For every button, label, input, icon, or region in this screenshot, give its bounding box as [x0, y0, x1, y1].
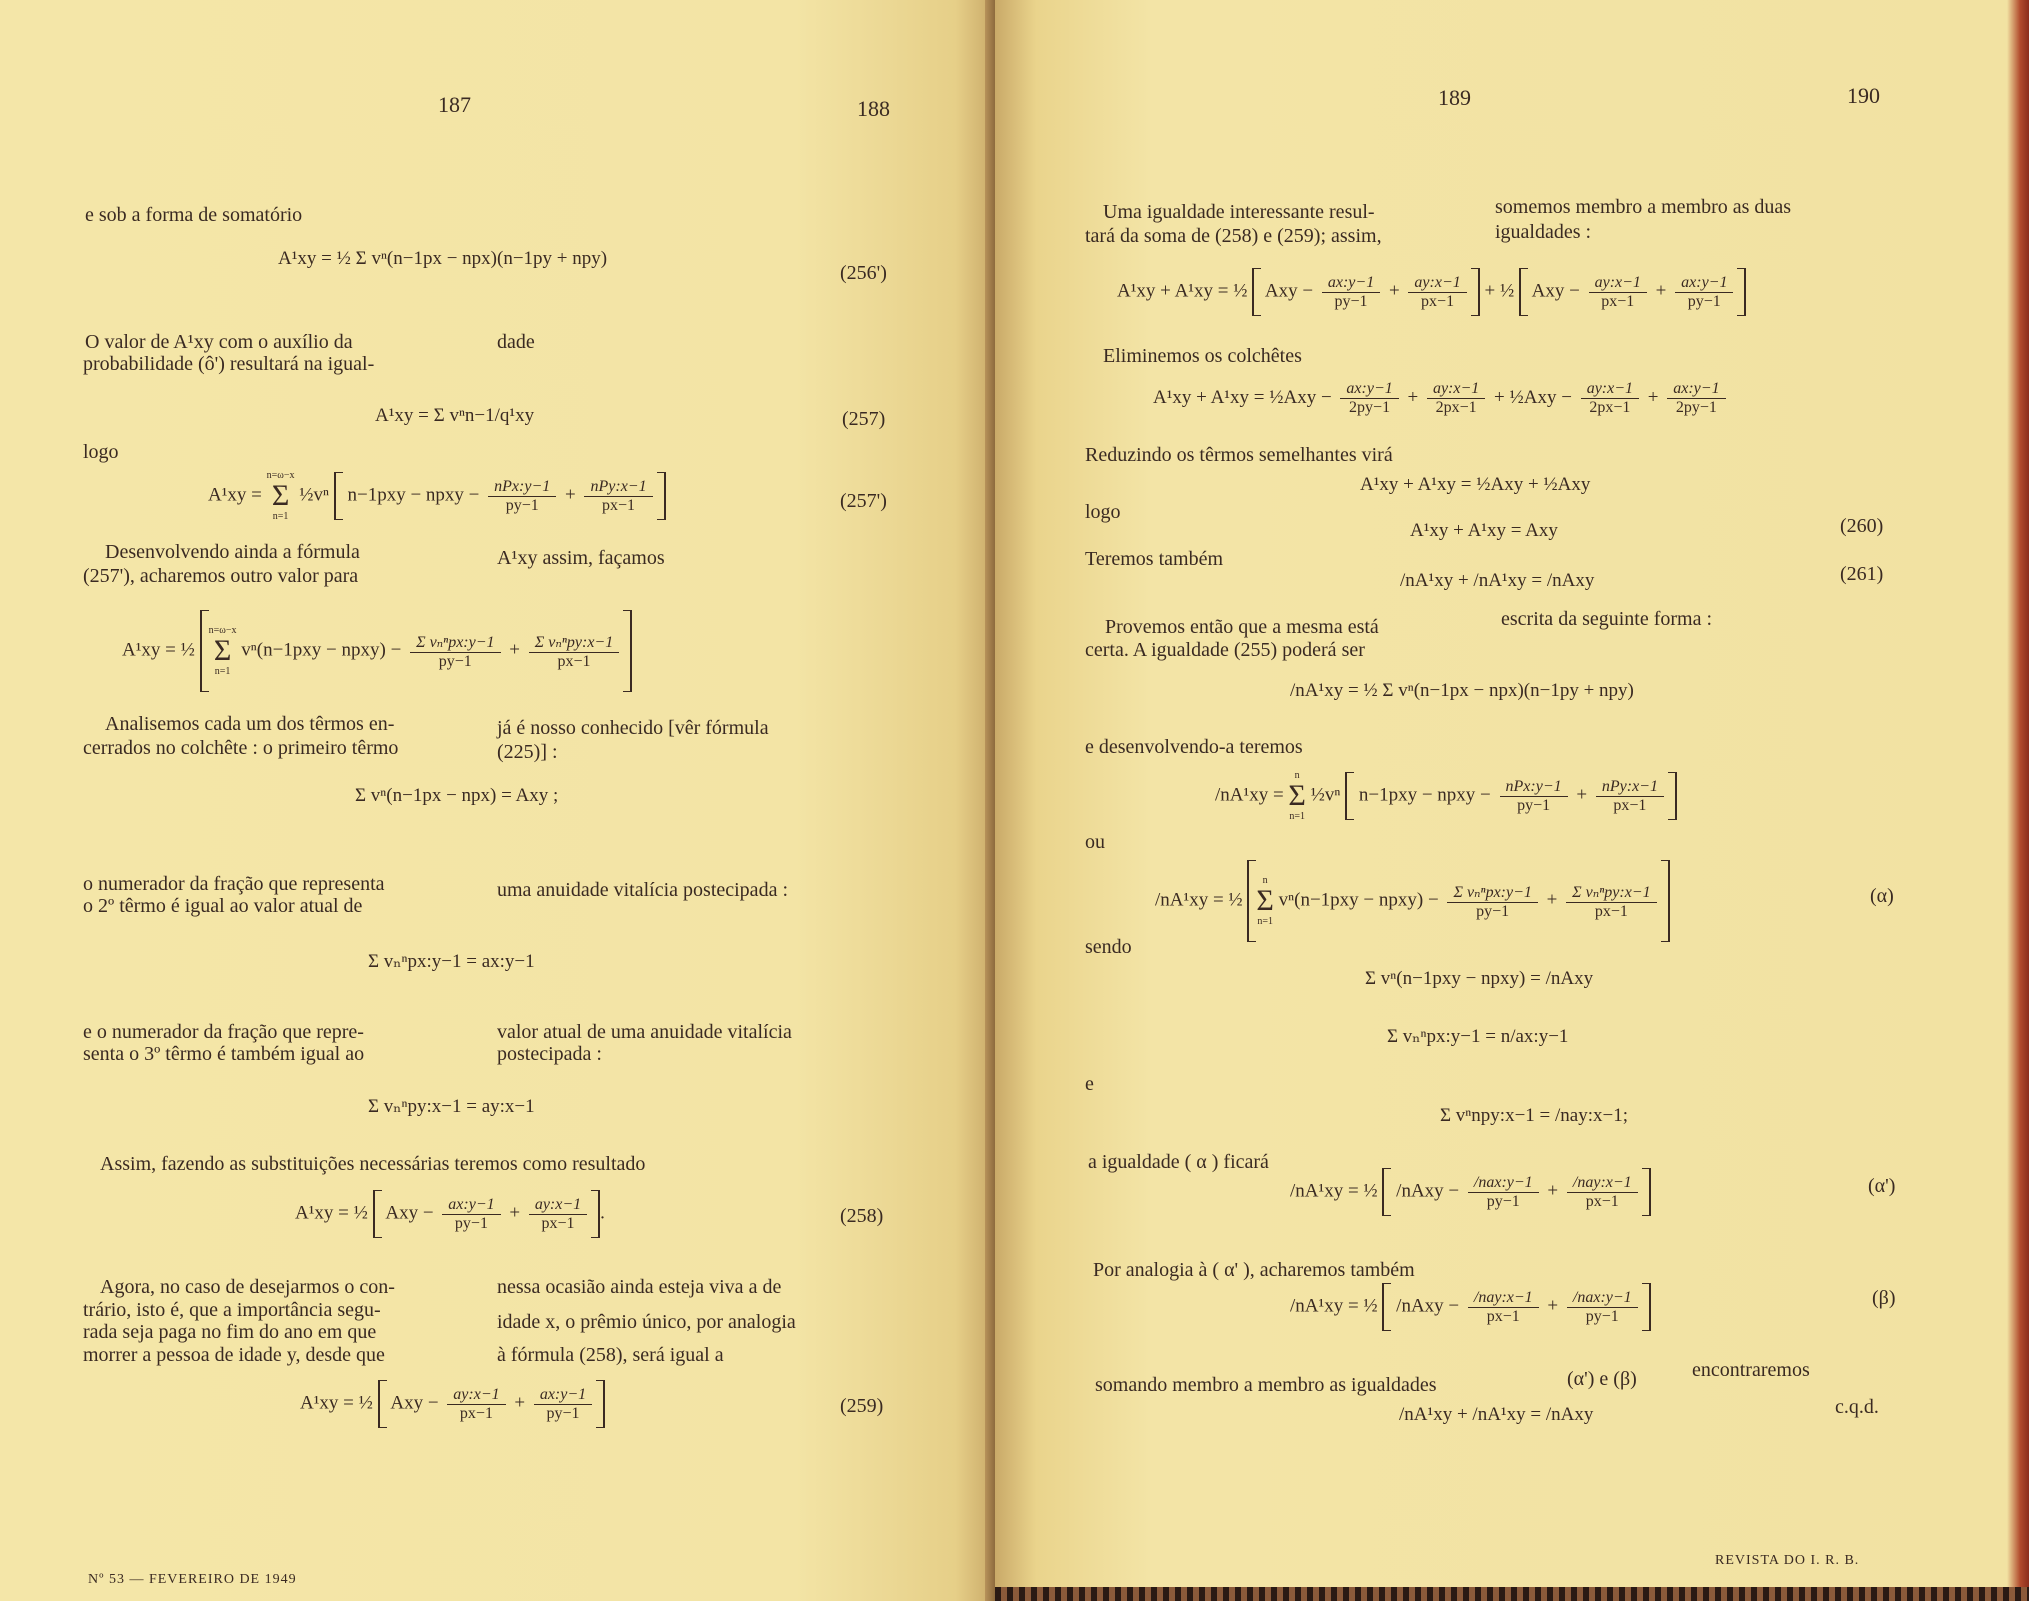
- equation-260: A¹xy + A¹xy = Axy: [1410, 520, 1558, 541]
- paragraph: c.q.d.: [1835, 1396, 1879, 1418]
- paragraph: Provemos então que a mesma está: [1105, 616, 1379, 638]
- page-number: 190: [1847, 83, 1880, 108]
- equation-s3: Σ vⁿnpy:x−1 = /nay:x−1;: [1440, 1105, 1628, 1126]
- equation-reduced: A¹xy + A¹xy = ½Axy + ½Axy: [1360, 474, 1591, 495]
- paragraph: o 2º têrmo é igual ao valor atual de: [83, 895, 363, 917]
- equation-beta: /nA¹xy = ½ /nAxy − $\frac{\text{/nay:x−1}}{px-1}$ + $\frac{\text{/nax:y−1}}{py-1}$: [1290, 1283, 1651, 1331]
- equation-developed: /nA¹xy = n Σ n=1 ½vⁿ n−1pxy − npxy − $\frac{\text{nPx:y−1}}{py-1}$ + $\frac{\text{nPy:x−1}}{px-1}$: [1215, 770, 1677, 822]
- paragraph: tará da soma de (258) e (259); assim,: [1085, 225, 1382, 247]
- equation-ayx1: Σ vₙⁿpy:x−1 = ay:x−1: [368, 1096, 535, 1117]
- paragraph: o numerador da fração que representa: [83, 873, 385, 895]
- paragraph: (225)] :: [497, 741, 558, 763]
- paragraph: postecipada :: [497, 1043, 602, 1065]
- equation-expanded: A¹xy = ½ n=ω−x Σ n=1 vⁿ(n−1pxy − npxy) − $\frac{\text{Σ vₙⁿpx:y−1}}{py-1}$ + $\frac{\text{Σ vₙⁿpy:x−1}}{px-1}$: [122, 610, 632, 692]
- paragraph: já é nosso conhecido [vêr fórmula: [497, 717, 769, 739]
- paragraph: trário, isto é, que a importância segu-: [83, 1299, 381, 1321]
- paragraph: à fórmula (258), será igual a: [497, 1344, 724, 1366]
- equation-tag: (259): [840, 1395, 884, 1417]
- equation-258: A¹xy = ½ Axy − $\frac{ax:y-1}{py-1}$ + $\frac{ay:x-1}{px-1}$ .: [295, 1190, 605, 1238]
- equation-tag: (256'): [840, 262, 887, 284]
- paragraph: Teremos também: [1085, 548, 1223, 570]
- paragraph: senta o 3º têrmo é também igual ao: [83, 1043, 365, 1065]
- equation-257p: A¹xy = n=ω−x Σ n=1 ½vⁿ n−1pxy − npxy − $\frac{\text{nPx:y−1}}{py-1}$ + $\frac{\text{nPy:x−1}}{px-1}$: [208, 470, 666, 522]
- book-edge: [995, 1587, 2029, 1601]
- paragraph: Assim, fazendo as substituições necessárias teremos como resultado: [100, 1153, 646, 1175]
- left-page: [0, 0, 995, 1601]
- paragraph: Eliminemos os colchêtes: [1103, 345, 1302, 367]
- equation-tag: (257): [842, 408, 886, 430]
- paragraph: Por analogia à ( α' ), acharemos também: [1093, 1259, 1415, 1281]
- paragraph: sendo: [1085, 936, 1132, 958]
- paragraph: dade: [497, 331, 535, 353]
- paragraph: uma anuidade vitalícia postecipada :: [497, 879, 788, 901]
- paragraph: nessa ocasião ainda esteja viva a de: [497, 1276, 782, 1298]
- page-number: 187: [438, 92, 471, 117]
- equation-tag: (260): [1840, 515, 1884, 537]
- paragraph: escrita da seguinte forma :: [1501, 608, 1713, 630]
- equation-225: Σ vⁿ(n−1px − npx) = Axy ;: [355, 785, 559, 806]
- paragraph: Agora, no caso de desejarmos o con-: [100, 1276, 395, 1298]
- paragraph: encontraremos: [1692, 1359, 1810, 1381]
- paragraph: e: [1085, 1073, 1094, 1095]
- equation-tag: (α): [1870, 885, 1894, 907]
- paragraph: cerrados no colchête : o primeiro têrmo: [83, 737, 399, 759]
- paragraph: Desenvolvendo ainda a fórmula: [105, 541, 360, 563]
- paragraph: (257'), acharemos outro valor para: [83, 565, 359, 587]
- equation-tag: (β): [1872, 1287, 1896, 1309]
- paragraph: logo: [83, 441, 119, 463]
- equation-256: A¹xy = ½ Σ vⁿ(n−1px − npx)(n−1py + npy): [278, 248, 608, 269]
- equation-tag: (258): [840, 1205, 884, 1227]
- paragraph: e sob a forma de somatório: [85, 204, 303, 226]
- paragraph: a igualdade ( α ) ficará: [1088, 1151, 1269, 1173]
- right-page: [995, 0, 2029, 1601]
- paragraph: e o numerador da fração que repre-: [83, 1021, 364, 1043]
- paragraph: (α') e (β): [1567, 1368, 1637, 1390]
- equation-alpha: /nA¹xy = ½ n Σ n=1 vⁿ(n−1pxy − npxy) − $\frac{\text{Σ vₙⁿpx:y−1}}{py-1}$ + $\frac{\text{Σ vₙⁿpy:x−1}}{px-1}$: [1155, 860, 1670, 942]
- equation-257: A¹xy = Σ vⁿn−1/q¹xy: [375, 405, 535, 426]
- equation-259: A¹xy = ½ Axy − $\frac{ay:x-1}{px-1}$ + $\frac{ax:y-1}{py-1}$: [300, 1380, 605, 1428]
- page-number: 188: [857, 96, 890, 121]
- paragraph: Analisemos cada um dos têrmos en-: [105, 713, 395, 735]
- page-edge: [2007, 0, 2029, 1601]
- equation-261: /nA¹xy + /nA¹xy = /nAxy: [1400, 570, 1595, 591]
- equation-no-brackets: A¹xy + A¹xy = ½Axy − $\frac{ax:y-1}{2py-1}$ + $\frac{ay:x-1}{2px-1}$ + ½Axy − $\frac{ay:x-1}{2px-1}$ + $\frac{ax:y-1}{2py-1}$: [1153, 380, 1730, 417]
- equation-sum: A¹xy + A¹xy = ½ Axy − $\frac{ax:y-1}{py-1}$ + $\frac{ay:x-1}{px-1}$ + ½ Axy − $\frac{ay:x-1}{px-1}$ + $\frac{ax:y-1}{py-1}$: [1117, 268, 1746, 316]
- footer: REVISTA DO I. R. B.: [1715, 1553, 1860, 1568]
- paragraph: Uma igualdade interessante resul-: [1103, 201, 1375, 223]
- paragraph: certa. A igualdade (255) poderá ser: [1085, 639, 1365, 661]
- paragraph: igualdades :: [1495, 221, 1592, 243]
- paragraph: valor atual de uma anuidade vitalícia: [497, 1021, 792, 1043]
- equation-s2: Σ vₙⁿpx:y−1 = n/ax:y−1: [1387, 1026, 1569, 1047]
- equation-s1: Σ vⁿ(n−1pxy − npxy) = /nAxy: [1365, 968, 1594, 989]
- paragraph: somemos membro a membro as duas: [1495, 196, 1792, 218]
- equation-255: /nA¹xy = ½ Σ vⁿ(n−1px − npx)(n−1py + npy): [1290, 680, 1634, 701]
- paragraph: somando membro a membro as igualdades: [1095, 1374, 1437, 1396]
- paragraph: e desenvolvendo-a teremos: [1085, 736, 1303, 758]
- page-number: 189: [1438, 85, 1471, 110]
- equation-final: /nA¹xy + /nA¹xy = /nAxy: [1399, 1404, 1594, 1425]
- paragraph: O valor de A¹xy com o auxílio da: [85, 331, 353, 353]
- paragraph: rada seja paga no fim do ano em que: [83, 1321, 377, 1343]
- equation-alpha-prime: /nA¹xy = ½ /nAxy − $\frac{\text{/nax:y−1}}{py-1}$ + $\frac{\text{/nay:x−1}}{px-1}$: [1290, 1168, 1651, 1216]
- equation-tag: (261): [1840, 563, 1884, 585]
- footer: Nº 53 — FEVEREIRO DE 1949: [88, 1572, 297, 1587]
- equation-axy1: Σ vₙⁿpx:y−1 = ax:y−1: [368, 951, 535, 972]
- paragraph: idade x, o prêmio único, por analogia: [497, 1311, 796, 1333]
- paragraph: morrer a pessoa de idade y, desde que: [83, 1344, 385, 1366]
- equation-tag: (α'): [1868, 1175, 1896, 1197]
- paragraph: Reduzindo os têrmos semelhantes virá: [1085, 444, 1393, 466]
- paragraph: ou: [1085, 831, 1105, 853]
- paragraph: logo: [1085, 501, 1121, 523]
- paragraph: probabilidade (ô') resultará na igual-: [83, 353, 375, 375]
- paragraph: A¹xy assim, façamos: [497, 547, 665, 569]
- equation-tag: (257'): [840, 490, 887, 512]
